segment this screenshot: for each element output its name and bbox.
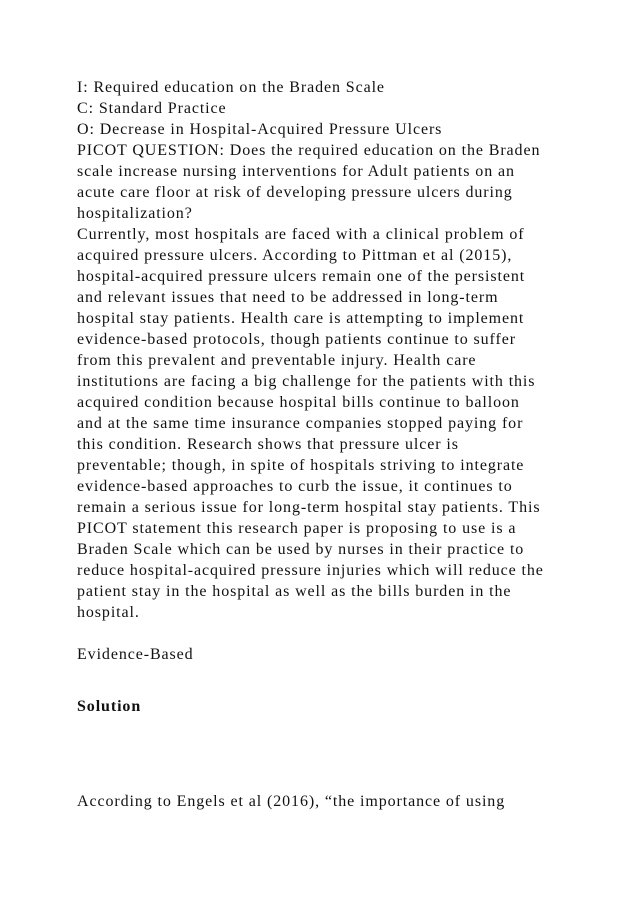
text-line: evidence-based protocols, though patients continue to suffer [77,331,516,348]
text-line: acute care floor at risk of developing pressure ulcers during [77,184,513,201]
text-line: preventable; though, in spite of hospitals striving to integrate [77,457,525,474]
text-line: reduce hospital-acquired pressure injuries which will reduce the [77,562,544,579]
text-line: from this prevalent and preventable injury. Health care [77,352,477,369]
solution-heading: Solution [77,698,142,715]
text-line: this condition. Research shows that pressure ulcer is [77,436,459,453]
text-line: and relevant issues that need to be addressed in long-term [77,289,499,306]
text-line: institutions are facing a big challenge for the patients with this [77,373,536,390]
text-line: hospital stay patients. Health care is attempting to implement [77,310,525,327]
text-line: acquired condition because hospital bills continue to balloon [77,394,520,411]
text-line: and at the same time insurance companies stopped paying for [77,415,524,432]
text-line: patient stay in the hospital as well as the bills burden in the [77,583,512,600]
text-line: hospital. [77,604,140,621]
text-line: C: Standard Practice [77,100,227,117]
evidence-heading: Evidence-Based [77,646,194,663]
text-line: hospital-acquired pressure ulcers remain one of the persistent [77,268,526,285]
text-line: I: Required education on the Braden Scale [77,79,385,96]
text-line: Currently, most hospitals are faced with a clinical problem of [77,226,525,243]
text-line: acquired pressure ulcers. According to Pittman et al (2015), [77,247,513,264]
text-line: Braden Scale which can be used by nurses in their practice to [77,541,525,558]
text-line: remain a serious issue for long-term hospital stay patients. This [77,499,541,516]
text-line: PICOT statement this research paper is proposing to use is a [77,520,517,537]
text-line: evidence-based approaches to curb the issue, it continues to [77,478,513,495]
text-line: O: Decrease in Hospital-Acquired Pressure Ulcers [77,121,443,138]
text-line: scale increase nursing interventions for Adult patients on an [77,163,515,180]
text-line: hospitalization? [77,205,193,222]
text-line: PICOT QUESTION: Does the required education on the Braden [77,142,541,159]
closing-line: According to Engels et al (2016), “the importance of using [77,793,506,810]
